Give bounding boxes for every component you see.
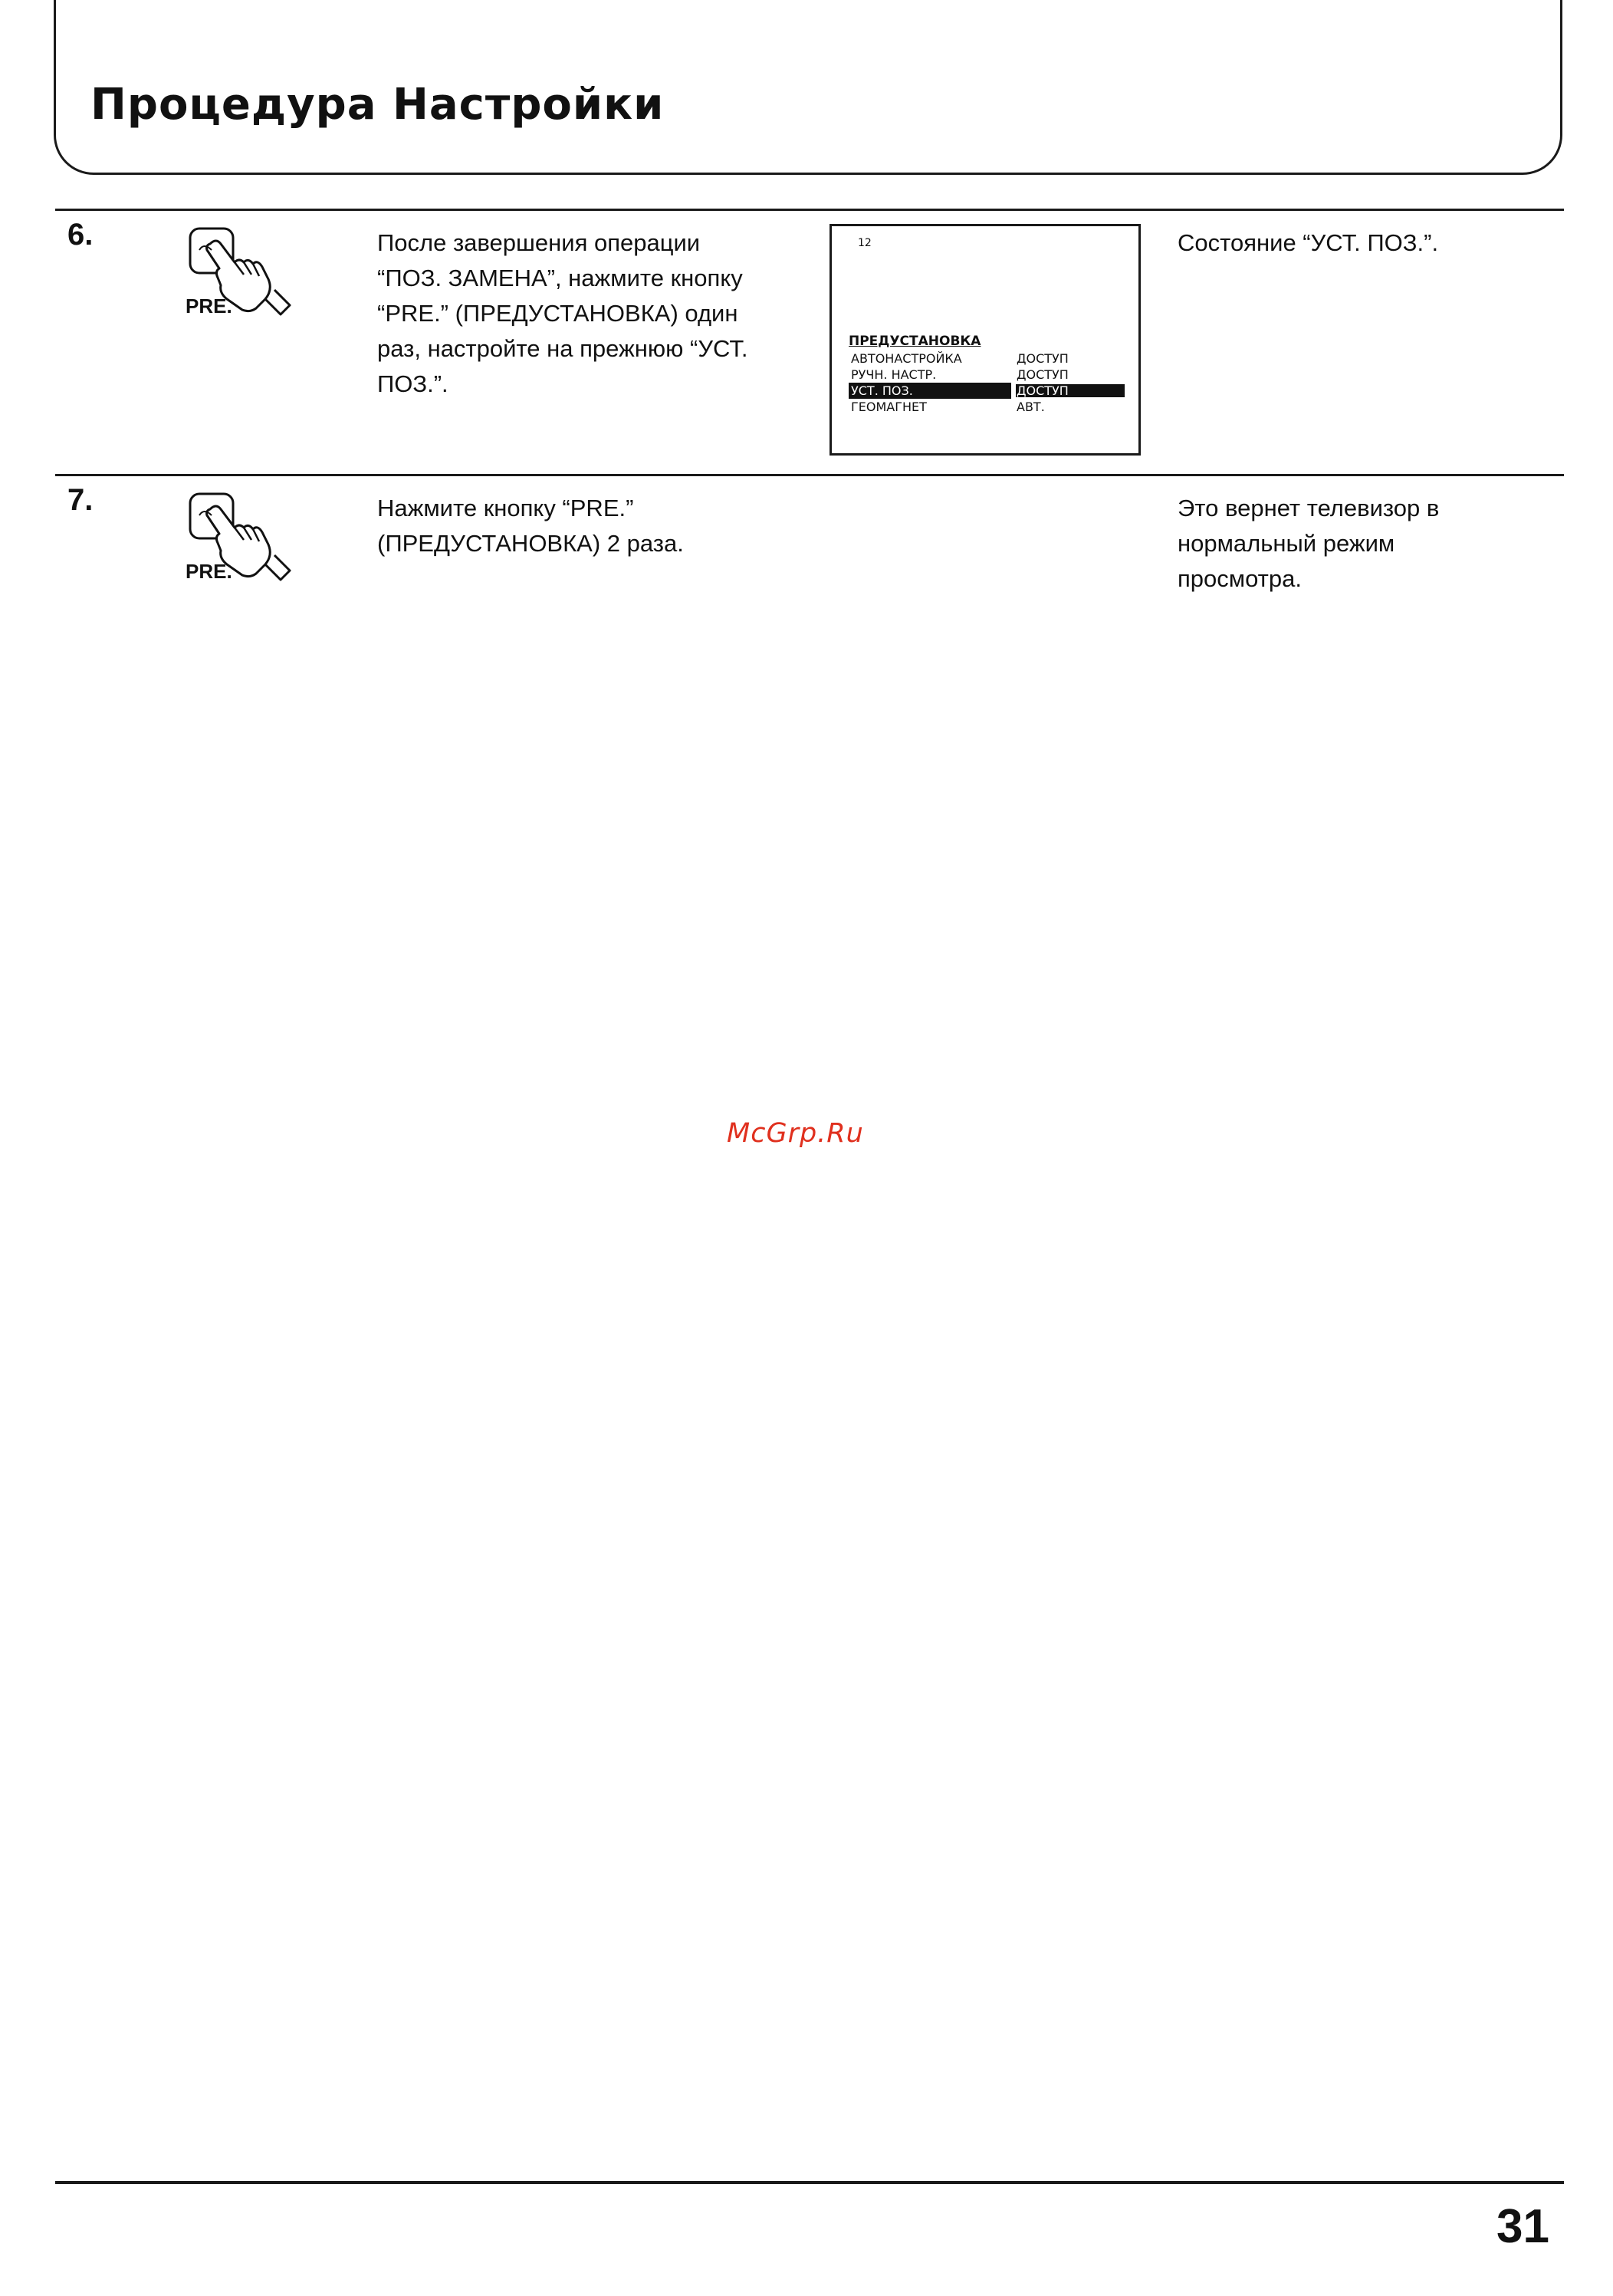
tv-menu-row	[849, 367, 1134, 383]
tv-row-value: ДОСТУП	[1017, 367, 1069, 382]
footer-rule	[55, 2181, 1564, 2184]
button-label: PRE.	[186, 294, 232, 317]
step-instruction	[377, 225, 747, 402]
tv-screen-illustration	[829, 224, 1141, 456]
result-line: Состояние “УСТ. ПОЗ.”.	[1178, 229, 1439, 256]
page-title: Процедура Настройки	[90, 80, 665, 130]
tv-menu-title: ПРЕДУСТАНОВКА	[849, 334, 981, 349]
divider-step-7	[55, 474, 1564, 476]
step-number: 7.	[67, 483, 94, 517]
result-line: Это вернет телевизор в	[1178, 495, 1440, 521]
page-number: 31	[1496, 2200, 1549, 2253]
tv-menu-row-selected	[849, 383, 1134, 399]
result-line: нормальный режим	[1178, 530, 1395, 557]
instruction-line: раз, настройте на прежнюю “УСТ.	[377, 335, 748, 362]
instruction-line: (ПРЕДУСТАНОВКА) 2 раза.	[377, 530, 684, 557]
step-instruction	[377, 491, 684, 561]
instruction-line: “ПОЗ. ЗАМЕНА”, нажмите кнопку	[377, 265, 743, 291]
tv-row-label: РУЧН. НАСТР.	[851, 367, 937, 382]
tv-channel-number: 12	[858, 237, 872, 249]
instruction-line: Нажмите кнопку “PRE.”	[377, 495, 634, 521]
result-line: просмотра.	[1178, 565, 1302, 592]
instruction-line: ПОЗ.”.	[377, 370, 448, 397]
tv-row-label: АВТОНАСТРОЙКА	[851, 351, 962, 366]
tv-menu-row	[849, 350, 1134, 367]
pre-button-illustration	[173, 489, 311, 589]
step-result	[1178, 491, 1439, 597]
instruction-line: После завершения операции	[377, 229, 701, 256]
step-number: 6.	[67, 218, 94, 252]
tv-menu-row	[849, 399, 1134, 415]
tv-row-label: УСТ. ПОЗ.	[849, 383, 1011, 399]
instruction-line: “PRE.” (ПРЕДУСТАНОВКА) один	[377, 300, 738, 327]
pre-button-illustration	[173, 224, 311, 324]
tv-row-label: ГЕОМАГНЕТ	[851, 400, 927, 414]
tv-row-value: ДОСТУП	[1014, 383, 1126, 399]
watermark: McGrp.Ru	[727, 1118, 864, 1149]
step-result	[1178, 225, 1438, 261]
tv-menu-rows	[849, 350, 1134, 415]
button-label: PRE.	[186, 560, 232, 583]
divider-step-6	[55, 209, 1564, 211]
tv-row-value: ДОСТУП	[1017, 351, 1069, 366]
tv-row-value: АВТ.	[1017, 400, 1045, 414]
